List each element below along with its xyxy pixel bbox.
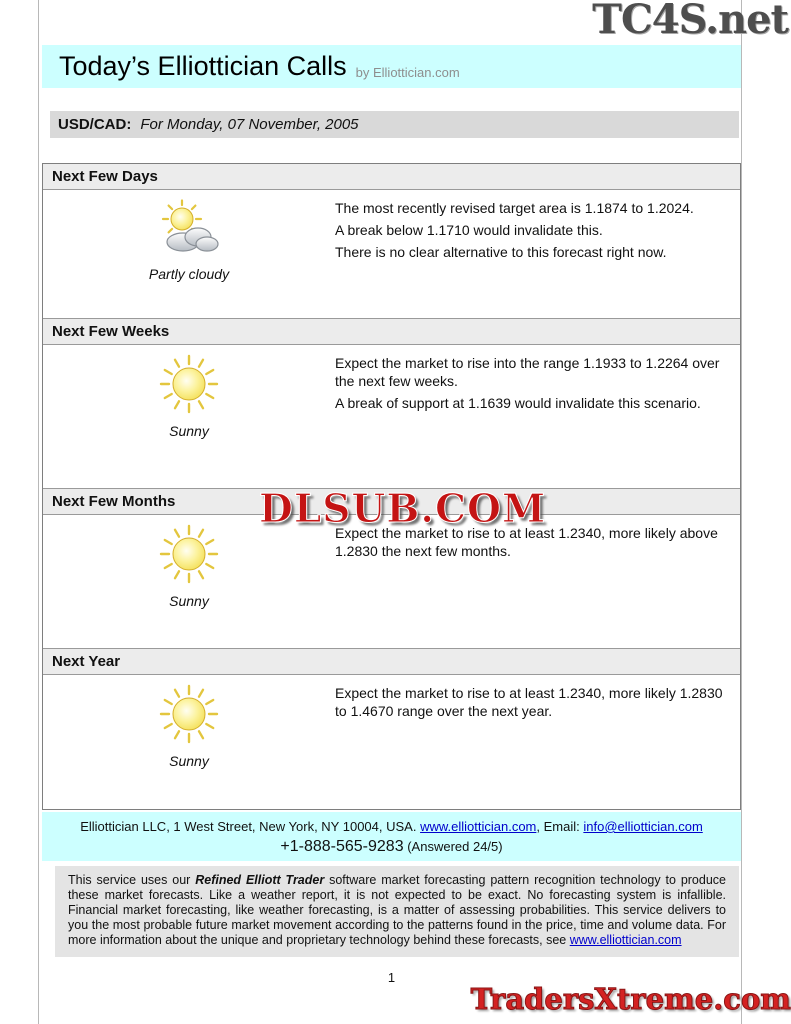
sunny-icon [159, 524, 219, 584]
forecast-line: Expect the market to rise to at least 1.2340, more likely above 1.2830 the next few months. [335, 525, 718, 559]
byline: by Elliottician.com [355, 65, 460, 80]
report-title-banner [42, 45, 741, 88]
address-text: Elliottician LLC, 1 West Street, New York, NY 10004, USA. [80, 819, 421, 834]
section-next-few-weeks [43, 318, 740, 488]
forecast-line: The most recently revised target area is 1.1874 to 1.2024. [335, 200, 694, 216]
forecast-line: Expect the market to rise to at least 1.2340, more likely 1.2830 to 1.4670 range over the next year. [335, 685, 723, 719]
elliottician-website-link[interactable]: www.elliottician.com [420, 819, 537, 834]
dlsub-watermark: DLSUB.COM [259, 486, 547, 532]
phone-line [42, 838, 741, 856]
weather-condition-label: Partly cloudy [148, 266, 230, 282]
forecast-line: A break of support at 1.1639 would invalidate this scenario. [335, 395, 701, 411]
forecast-line: Expect the market to rise into the range 1.1933 to 1.2264 over the next few weeks. [335, 355, 720, 389]
tradersxtreme-watermark: TradersXtreme.com [470, 982, 791, 1016]
instrument-symbol: USD/CAD: [58, 116, 132, 133]
disclaimer-text: This service uses our [68, 873, 196, 887]
section-title: Next Few Days [43, 164, 740, 190]
forecast-date: For Monday, 07 November, 2005 [140, 116, 359, 133]
address-line [42, 819, 741, 834]
section-next-year [43, 648, 740, 809]
sunny-icon [159, 684, 219, 744]
page-title: Today’s Elliottician Calls [59, 51, 347, 81]
disclaimer-box [55, 866, 739, 957]
disclaimer-website-link[interactable]: www.elliottician.com [569, 933, 682, 947]
sunny-icon [159, 354, 219, 414]
page-number: 1 [387, 970, 396, 985]
instrument-bar [50, 111, 739, 138]
contact-box [42, 812, 741, 861]
email-label: , Email: [536, 819, 584, 834]
tc4s-watermark: TC4S.net [592, 0, 788, 43]
section-title: Next Year [43, 649, 740, 675]
elliottician-email-link[interactable]: info@elliottician.com [583, 819, 703, 834]
phone-note: (Answered 24/5) [407, 839, 503, 854]
phone-number: +1-888-565-9283 [280, 838, 404, 855]
partly-cloudy-icon [156, 199, 222, 257]
weather-condition-label: Sunny [169, 423, 209, 439]
weather-condition-label: Sunny [169, 753, 209, 769]
weather-condition-label: Sunny [169, 593, 209, 609]
section-title: Next Few Weeks [43, 319, 740, 345]
disclaimer-text: software market forecasting pattern recognition technology to produce these market forecasts. Like a weather report, it is not expected to be exact. No forecasting system is infallible. Financial market forecasting, like weather forecasting, is a matter of assessing probabilities. This service delivers to you the most probable future market movement according to the patterns found in the price, time and volume data. For more information about the unique and proprietary technology behind these forecasts, see [68, 873, 726, 947]
section-next-few-days [43, 164, 740, 318]
section-title: Next Few Months [43, 489, 740, 515]
forecast-line: There is no clear alternative to this forecast right now. [335, 244, 667, 260]
product-name: Refined Elliott Trader [195, 873, 325, 887]
forecast-line: A break below 1.1710 would invalidate this. [335, 222, 603, 238]
